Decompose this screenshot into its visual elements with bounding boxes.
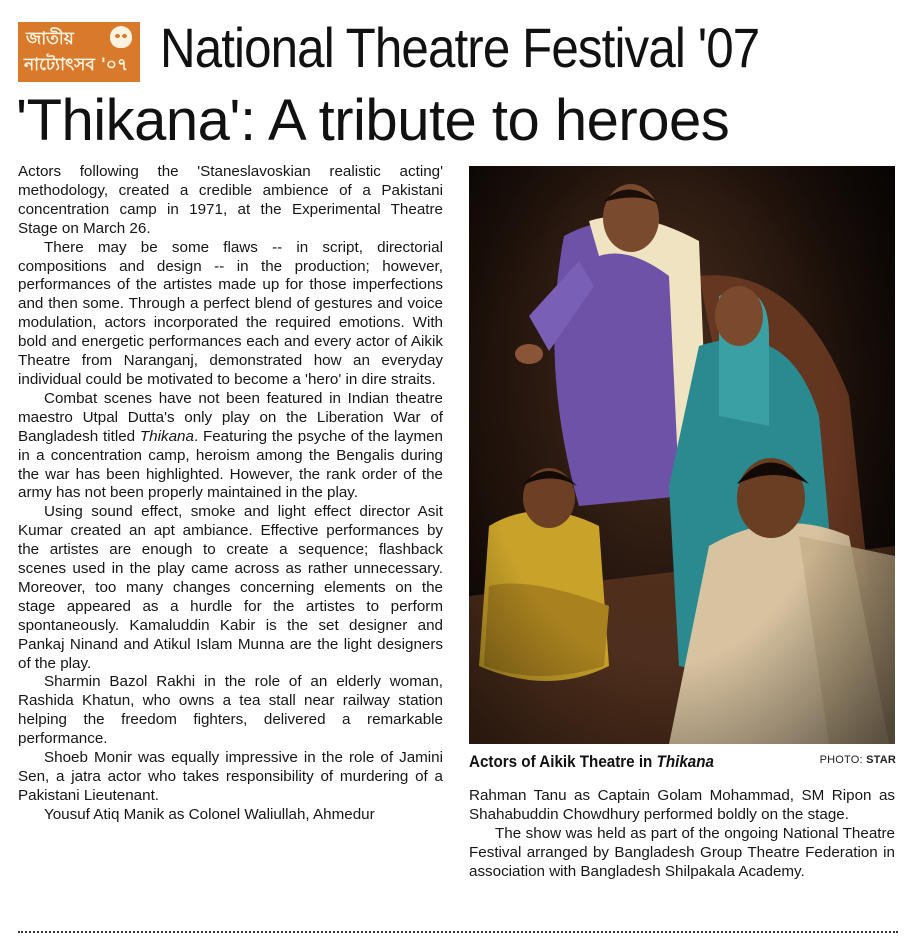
- credit-source: STAR: [866, 754, 896, 766]
- paragraph-3-text-a: Combat scenes have not been featured in Indian theatre maestro Utpal Dutta's only play on the Liberation War of Bangladesh titled: [18, 389, 443, 445]
- paragraph-3-text-b: . Featuring the psyche of the laymen in a concentration camp, heroism among the Bengalis during the war has been highlighted. However, the rank order of the army has not been properly maintained in the play.: [18, 427, 444, 502]
- stage-photo-illustration: [469, 166, 895, 744]
- article-paragraph-1: Actors following the 'Staneslavoskian realistic acting' methodology, created a credible ambience of a Pakistani concentration camp in 1971, at the Experimental Theatre Stage on March 26.: [18, 163, 443, 237]
- article-paragraph-3: [18, 390, 443, 503]
- article-headline: 'Thikana': A tribute to heroes: [16, 88, 730, 153]
- article-paragraph-2: There may be some flaws -- in script, directorial compositions and design -- in the production; however, performances of the artistes made up for those imperfections and then some. Through a perfect blend of gestures and voice modulation, actors incorporated the required emotions. With bold and energetic performances each and every actor of Aikik Theatre from Naranganj, demonstrated how an everyday individual could be motivated to become a 'hero' in dire straits.: [18, 238, 443, 388]
- article-paragraph-8: The show was held as part of the ongoing National Theatre Festival arranged by Bangladesh Group Theatre Federation in association with Bangladesh Shilpakala Academy.: [469, 824, 895, 880]
- section-kicker: National Theatre Festival '07: [160, 16, 760, 79]
- article-paragraph-7: Yousuf Atiq Manik as Colonel Waliullah, Ahmedur: [44, 805, 375, 823]
- theatre-mask-icon: [110, 26, 132, 48]
- logo-text-line1: জাতীয়: [26, 29, 74, 49]
- stage-photo: [469, 166, 895, 744]
- festival-logo: [18, 22, 140, 82]
- caption-play-title: Thikana: [656, 753, 714, 771]
- photo-credit: [820, 754, 896, 766]
- article-paragraph-6: Shoeb Monir was equally impressive in the role of Jamini Sen, a jatra actor who takes responsibility of murdering of a Pakistani Lieutenant.: [18, 749, 443, 804]
- page-divider: [18, 931, 898, 933]
- logo-text-line2: নাট্যোৎসব '০৭: [24, 55, 129, 75]
- article-column-left: [18, 163, 443, 825]
- article-column-right: [469, 787, 895, 882]
- article-paragraph-7-continued: Rahman Tanu as Captain Golam Mohammad, SM Ripon as Shahabuddin Chowdhury performed boldly on the stage.: [469, 787, 895, 823]
- article-paragraph-5: Sharmin Bazol Rakhi in the role of an elderly woman, Rashida Khatun, who owns a tea stall near railway station helping the freedom fighters, delivered a remarkable performance.: [18, 673, 443, 748]
- article-paragraph-4: Using sound effect, smoke and light effect director Asit Kumar created an apt ambiance. Effective performances by the artistes are enough to create a sequence; flashback scenes used in the play came across as rather unnecessary. Moreover, too many changes concerning elements on the stage appeared as a hurdle for the artistes to perform spontaneously. Kamaluddin Kabir is the set designer and Pankaj Ninand and Atikul Islam Munna are the light designers of the play.: [18, 503, 443, 672]
- credit-label: PHOTO:: [819, 754, 867, 766]
- play-title: Thikana: [139, 427, 194, 445]
- photo-caption: [469, 753, 714, 772]
- caption-text: Actors of Aikik Theatre in: [469, 753, 657, 771]
